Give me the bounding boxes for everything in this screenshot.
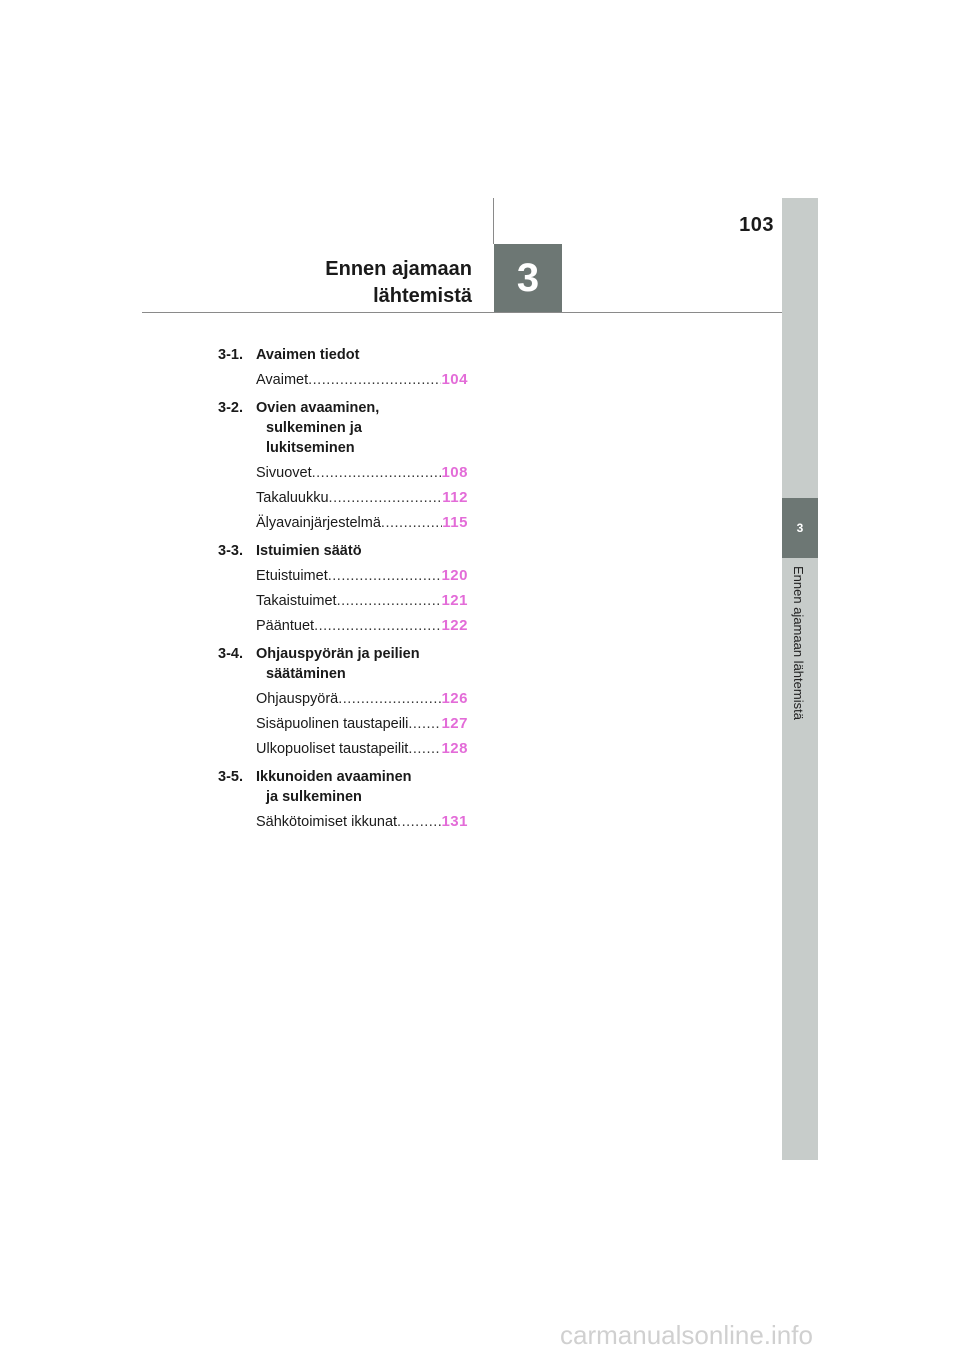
toc-section-title	[256, 767, 468, 807]
toc-leader-dots	[397, 812, 441, 832]
toc-entry[interactable]	[256, 591, 468, 611]
toc-section-heading	[218, 398, 468, 458]
toc-section-title	[256, 644, 468, 684]
toc-section-heading	[218, 345, 468, 365]
toc-page-link[interactable]: 127	[441, 715, 468, 732]
toc-page-link[interactable]: 122	[441, 617, 468, 634]
toc-section-title	[256, 345, 468, 365]
table-of-contents	[218, 345, 468, 840]
toc-page-link[interactable]: 120	[441, 567, 468, 584]
toc-section-title-line: sulkeminen ja	[266, 420, 362, 436]
toc-leader-dots	[329, 488, 443, 508]
toc-page-link[interactable]: 104	[441, 371, 468, 388]
toc-section-title-line: lukitseminen	[266, 440, 355, 456]
watermark-text: carmanualsonline.info	[560, 1320, 813, 1350]
toc-section-heading	[218, 767, 468, 807]
toc-leader-dots	[337, 591, 442, 611]
toc-entry-label: Sähkötoimiset ikkunat	[256, 814, 398, 830]
toc-page-link[interactable]: 108	[441, 464, 468, 481]
toc-section-title-line: ja sulkeminen	[266, 789, 362, 805]
toc-section	[218, 541, 468, 636]
chapter-side-label: Ennen ajamaan lähtemistä	[791, 566, 806, 720]
toc-section-title-line: Ikkunoiden avaaminen	[256, 769, 412, 785]
toc-entry-label: Takaistuimet	[256, 593, 337, 609]
toc-entry-label: Sisäpuolinen taustapeili	[256, 716, 409, 732]
toc-entry-label: Pääntuet	[256, 618, 315, 634]
toc-page-link[interactable]: 131	[441, 813, 468, 830]
toc-section-title-line: Istuimien säätö	[256, 543, 362, 559]
toc-section-number: 3-4.	[218, 646, 243, 662]
toc-leader-dots	[338, 689, 441, 709]
page-number: 103	[739, 214, 774, 236]
toc-page-link[interactable]: 121	[441, 592, 468, 609]
toc-section-title	[256, 541, 468, 561]
header-vertical-divider	[493, 198, 494, 244]
toc-section	[218, 644, 468, 759]
toc-entry-label: Avaimet	[256, 372, 309, 388]
toc-section-title-line: Avaimen tiedot	[256, 347, 360, 363]
toc-section-title-line: säätäminen	[266, 666, 346, 682]
toc-section-number: 3-3.	[218, 543, 243, 559]
chapter-number-box: 3	[494, 244, 562, 312]
toc-leader-dots	[308, 370, 441, 390]
chapter-title-line-2: lähtemistä	[373, 285, 472, 307]
chapter-title	[300, 256, 472, 310]
toc-entry[interactable]	[256, 370, 468, 390]
toc-entry-label: Etuistuimet	[256, 568, 328, 584]
toc-entry[interactable]	[256, 488, 468, 508]
toc-section-number: 3-1.	[218, 347, 243, 363]
toc-leader-dots	[381, 513, 442, 533]
toc-page-link[interactable]: 112	[442, 489, 468, 506]
toc-entry[interactable]	[256, 566, 468, 586]
toc-section-number: 3-2.	[218, 400, 243, 416]
toc-entry-label: Takaluukku	[256, 490, 329, 506]
toc-section-title-line: Ohjauspyörän ja peilien	[256, 646, 420, 662]
toc-page-link[interactable]: 126	[441, 690, 468, 707]
toc-entry[interactable]	[256, 616, 468, 636]
header-horizontal-divider	[142, 312, 782, 313]
toc-entry[interactable]	[256, 689, 468, 709]
chapter-title-line-1: Ennen ajamaan	[325, 258, 472, 280]
toc-section-title-line: Ovien avaaminen,	[256, 400, 380, 416]
toc-leader-dots	[328, 566, 442, 586]
toc-page-link[interactable]: 115	[442, 514, 468, 531]
toc-entry-label: Ohjauspyörä	[256, 691, 339, 707]
toc-leader-dots	[314, 616, 441, 636]
toc-leader-dots	[312, 463, 442, 483]
toc-section-number: 3-5.	[218, 769, 243, 785]
toc-entry[interactable]	[256, 513, 468, 533]
toc-entry-label: Ulkopuoliset taustapeilit	[256, 741, 409, 757]
chapter-side-tab[interactable]: 3	[782, 498, 818, 558]
toc-section-heading	[218, 541, 468, 561]
toc-section	[218, 345, 468, 390]
toc-entry[interactable]	[256, 812, 468, 832]
toc-entry-label: Sivuovet	[256, 465, 312, 481]
toc-leader-dots	[408, 714, 441, 734]
toc-entry[interactable]	[256, 463, 468, 483]
toc-section	[218, 398, 468, 533]
toc-entry[interactable]	[256, 739, 468, 759]
toc-section-title	[256, 398, 468, 458]
toc-leader-dots	[408, 739, 441, 759]
toc-section-heading	[218, 644, 468, 684]
toc-entry[interactable]	[256, 714, 468, 734]
toc-section	[218, 767, 468, 832]
toc-page-link[interactable]: 128	[441, 740, 468, 757]
toc-entry-label: Älyavainjärjestelmä	[256, 515, 381, 531]
